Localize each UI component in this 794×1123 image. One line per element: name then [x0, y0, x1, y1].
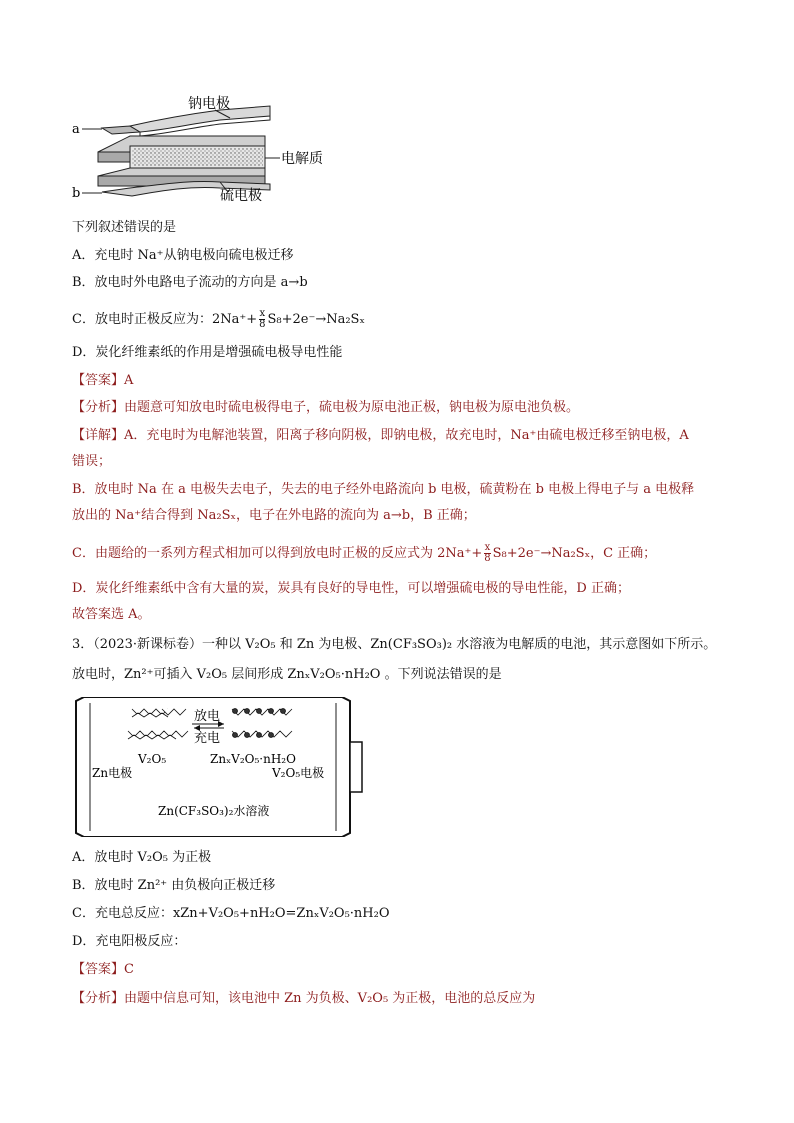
q2-detail-d: D．炭化纤维素纸中含有大量的炭，炭具有良好的导电性，可以增强硫电极的导电性能，D 正确；	[72, 581, 630, 596]
charge-label: 充电	[194, 731, 221, 746]
fraction	[259, 309, 265, 330]
battery-diagram-zinc-v2o5	[72, 697, 527, 837]
q2-detail-b-cont: 放出的 Na⁺结合得到 Na₂Sₓ，电子在外电路的流向为 a→b，B 正确；	[72, 508, 476, 523]
answer-value: C	[124, 962, 134, 977]
fraction-denominator: 8	[259, 319, 266, 330]
answer-tag: 【答案】	[72, 373, 125, 388]
q2-option-a: A．充电时 Na⁺从钠电极向硫电极迁移	[72, 248, 294, 263]
v2o5-label: V₂O₅	[138, 752, 167, 766]
q2-option-d: D．炭化纤维素纸的作用是增强硫电极导电性能	[72, 345, 343, 360]
analysis-text: 由题中信息可知，该电池中 Zn 为负极、V₂O₅ 为正极，电池的总反应为	[124, 991, 536, 1006]
fraction-numerator: x	[484, 542, 491, 553]
sodium-electrode-label: 钠电极	[188, 96, 230, 112]
answer-value: A	[124, 373, 134, 388]
q2-option-c-suffix: S₈+2e⁻→Na₂Sₓ	[267, 312, 365, 327]
analysis-tag: 【分析】	[72, 991, 125, 1006]
q2-answer	[72, 372, 133, 390]
q3-option-d: D．充电阳极反应：	[72, 934, 187, 949]
q2-detail-c	[72, 543, 656, 564]
label-a: a	[72, 122, 80, 137]
detail-c-suffix: S₈+2e⁻→Na₂Sₓ，C 正确；	[492, 546, 657, 561]
q3-answer	[72, 961, 134, 979]
q2-detail-a-cont: 错误；	[72, 454, 112, 469]
q2-option-c	[72, 309, 365, 330]
electrolyte-label: 电解质	[281, 151, 323, 167]
detail-c-prefix: C．由题给的一系列方程式相加可以得到放电时正极的反应式为 2Na⁺+	[72, 546, 483, 561]
v2o5-electrode-label: V₂O₅电极	[272, 766, 325, 780]
q3-option-c: C．充电总反应：xZn+V₂O₅+nH₂O=ZnₓV₂O₅·nH₂O	[72, 906, 390, 921]
sulfur-electrode-label: 硫电极	[220, 188, 262, 204]
q3-option-b: B．放电时 Zn²⁺ 由负极向正极迁移	[72, 878, 276, 893]
q2-analysis	[72, 399, 579, 417]
fraction	[484, 543, 490, 564]
label-b: b	[72, 186, 81, 201]
q2-option-c-prefix: C．放电时正极反应为：2Na⁺+	[72, 312, 258, 327]
electrolyte-solution-label: Zn(CF₃SO₃)₂水溶液	[158, 804, 270, 818]
q2-detail-b: B．放电时 Na 在 a 电极失去电子，失去的电子经外电路流向 b 电极，硫黄粉在 b 电极上得电子与 a 电极释	[72, 482, 695, 497]
q2-option-b: B．放电时外电路电子流动的方向是 a→b	[72, 275, 308, 290]
q2-stem: 下列叙述错误的是	[72, 220, 177, 235]
analysis-text: 由题意可知放电时硫电极得电子，硫电极为原电池正极，钠电极为原电池负极。	[124, 400, 580, 415]
answer-tag: 【答案】	[72, 962, 125, 977]
battery-diagram-sodium-sulfur	[70, 92, 360, 214]
zn-electrode-label: Zn电极	[92, 766, 133, 780]
q3-stem-line1: 3．（2023·新课标卷）一种以 V₂O₅ 和 Zn 为电极、Zn(CF₃SO₃)₂ 水溶液为电解质的电池，其示意图如下所示。	[72, 637, 717, 652]
q2-conclusion: 故答案选 A。	[72, 607, 151, 622]
fraction-numerator: x	[259, 308, 266, 319]
detail-a-text: A．充电时为电解池装置，阳离子移向阴极，即钠电极，故充电时，Na⁺由硫电极迁移至钠电极，A	[124, 428, 689, 443]
analysis-tag: 【分析】	[72, 400, 125, 415]
discharge-label: 放电	[194, 709, 221, 724]
detail-tag: 【详解】	[72, 428, 125, 443]
fraction-denominator: 8	[484, 553, 491, 564]
q3-stem-line2: 放电时，Zn²⁺可插入 V₂O₅ 层间形成 ZnₓV₂O₅·nH₂O 。下列说法错误的是	[72, 667, 502, 682]
q2-detail-a	[72, 427, 689, 445]
q3-analysis	[72, 990, 535, 1008]
q3-option-a: A．放电时 V₂O₅ 为正极	[72, 850, 212, 865]
znx-v2o5-label: ZnₓV₂O₅·nH₂O	[210, 752, 296, 766]
